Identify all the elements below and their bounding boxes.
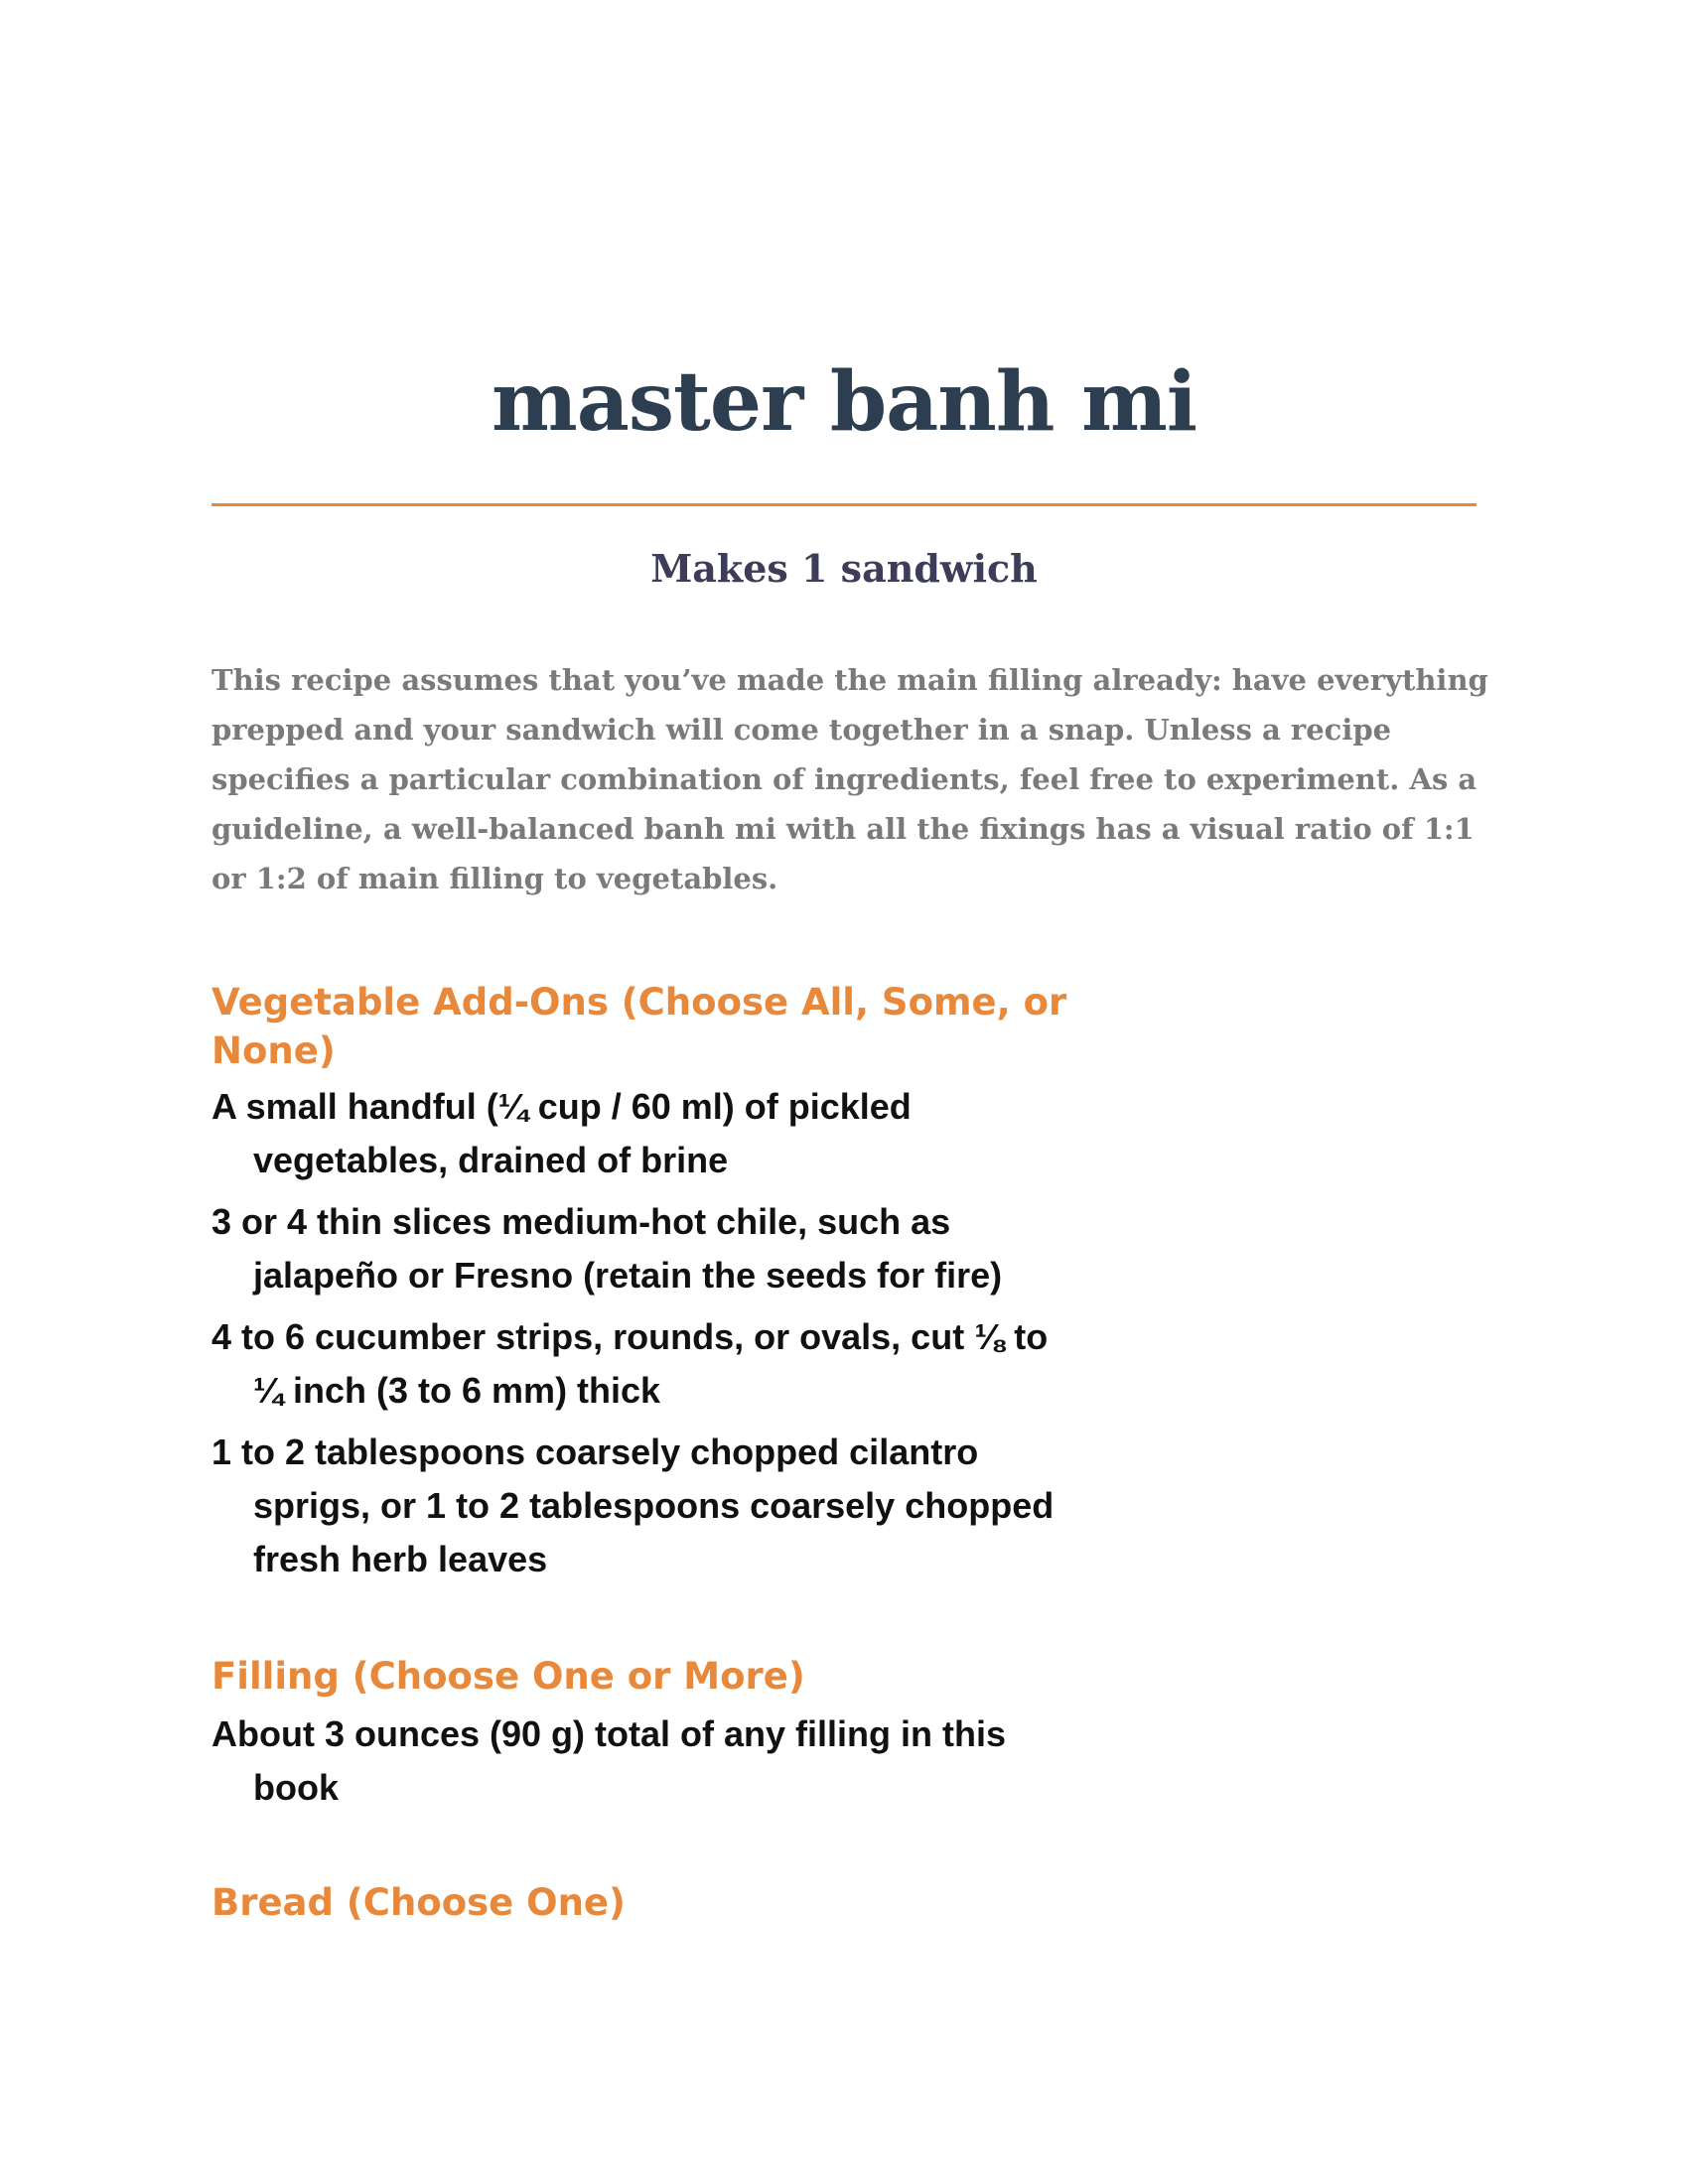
recipe-intro: This recipe assumes that you’ve made the main filling already: have everything prepped and your sandwich will come together in a snap. Unless a recipe specifies a particular combination of ingredients, feel free to experiment. As a guideline, a well-balanced banh mi with all the fixings has a visual ratio of 1:1 or 1:2 of main filling to vegetables. [211, 663, 1488, 895]
ingredient-item: 3 or 4 thin slices medium-hot chile, such as jalapeño or Fresno (retain the seeds for fire) [211, 1201, 1003, 1296]
vegetable-ingredient-list [211, 1080, 1065, 1594]
filling-ingredient-list [211, 1707, 1065, 1823]
bread-section-heading: Bread (Choose One) [211, 1881, 626, 1924]
title-divider [211, 503, 1477, 506]
ingredient-item: 4 to 6 cucumber strips, rounds, or ovals, cut ⅛ to ¼ inch (3 to 6 mm) thick [211, 1316, 1049, 1411]
recipe-yield: Makes 1 sandwich [650, 546, 1038, 591]
ingredient-item: About 3 ounces (90 g) total of any filling in this book [211, 1713, 1007, 1808]
ingredient-item: A small handful (¼ cup / 60 ml) of pickled vegetables, drained of brine [211, 1086, 912, 1180]
vegetable-section-heading: Vegetable Add-Ons (Choose All, Some, or None) [211, 981, 1067, 1072]
ingredient-item: 1 to 2 tablespoons coarsely chopped cilantro sprigs, or 1 to 2 tablespoons coarsely chopped fresh herb leaves [211, 1432, 1055, 1579]
filling-section-heading: Filling (Choose One or More) [211, 1655, 805, 1698]
recipe-title: master banh mi [491, 354, 1197, 450]
